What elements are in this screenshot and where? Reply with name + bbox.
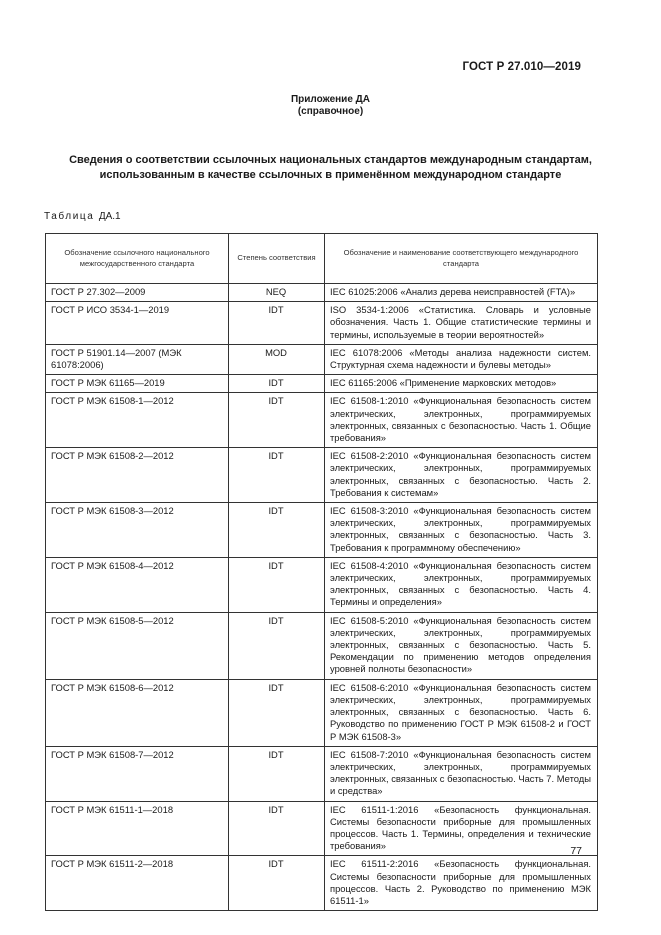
appendix-heading (0, 94, 661, 118)
national-standard-cell: ГОСТ Р МЭК 61165—2019 (46, 375, 229, 393)
table-caption (44, 211, 121, 222)
table-row (46, 612, 598, 679)
table-row (46, 557, 598, 612)
national-standard-cell: ГОСТ Р ИСО 3534-1—2019 (46, 302, 229, 345)
international-standard-cell: ISO 3534-1:2006 «Статистика. Словарь и условные обозначения. Часть 1. Общие статистические термины и термины, используемые в теории вероятностей» (325, 302, 598, 345)
degree-cell: IDT (229, 448, 325, 503)
degree-cell: IDT (229, 746, 325, 801)
appendix-title: Приложение ДА (290, 94, 371, 105)
table-row (46, 302, 598, 345)
header-degree-of-correspondence: Степень соответствия (229, 234, 325, 284)
international-standard-cell: IEC 61508-1:2010 «Функциональная безопасность систем электрических, электронных, программируемых электронных, связанных с безопасностью. Часть 1. Общие требования» (325, 393, 598, 448)
degree-cell: IDT (229, 393, 325, 448)
international-standard-cell: IEC 61511-2:2016 «Безопасность функциональная. Системы безопасности приборные для промышленных процессов. Часть 2. Руководство по применению МЭК 61511-1» (325, 856, 598, 911)
national-standard-cell: ГОСТ Р МЭК 61508-6—2012 (46, 679, 229, 746)
table-row (46, 679, 598, 746)
section-title-line-1: Сведения о соответствии ссылочных национальных стандартов международным стандартам, (69, 154, 592, 166)
degree-cell: IDT (229, 801, 325, 856)
degree-cell: IDT (229, 503, 325, 558)
header-national-standard: Обозначение ссылочного национального межгосударственного стандарта (46, 234, 229, 284)
table-row (46, 375, 598, 393)
table-caption-number: ДА.1 (98, 211, 121, 222)
table-row (46, 503, 598, 558)
national-standard-cell: ГОСТ Р МЭК 61508-7—2012 (46, 746, 229, 801)
national-standard-cell: ГОСТ Р МЭК 61508-2—2012 (46, 448, 229, 503)
international-standard-cell: IEC 61508-4:2010 «Функциональная безопасность систем электрических, электронных, программируемых электронных, связанных с безопасностью. Часть 4. Термины и определения» (325, 557, 598, 612)
table-row (46, 393, 598, 448)
table-row (46, 746, 598, 801)
degree-cell: IDT (229, 856, 325, 911)
appendix-subtitle: (справочное) (297, 106, 364, 117)
header-international-standard: Обозначение и наименование соответствующего международного стандарта (325, 234, 598, 284)
national-standard-cell: ГОСТ Р МЭК 61508-3—2012 (46, 503, 229, 558)
page-number: 77 (570, 845, 582, 857)
international-standard-cell: IEC 61508-3:2010 «Функциональная безопасность систем электрических, электронных, программируемых электронных, связанных с безопасностью. Часть 3. Требования к программному обеспечению» (325, 503, 598, 558)
international-standard-cell: IEC 61025:2006 «Анализ дерева неисправностей (FTA)» (325, 284, 598, 302)
national-standard-cell: ГОСТ Р 51901.14—2007 (МЭК 61078:2006) (46, 344, 229, 374)
degree-cell: NEQ (229, 284, 325, 302)
international-standard-cell: IEC 61508-6:2010 «Функциональная безопасность систем электрических, электронных, программируемых электронных, связанных с безопасностью. Часть 6. Руководство по применению ГОСТ Р МЭК 61508-2 и ГОСТ Р МЭК 61508-3» (325, 679, 598, 746)
table-caption-label: Таблица (44, 211, 95, 222)
degree-cell: IDT (229, 375, 325, 393)
degree-cell: IDT (229, 302, 325, 345)
degree-cell: IDT (229, 679, 325, 746)
table-body (46, 284, 598, 911)
table-row (46, 801, 598, 856)
international-standard-cell: IEC 61508-2:2010 «Функциональная безопасность систем электрических, электронных, программируемых электронных, связанных с безопасностью. Часть 2. Требования к системам» (325, 448, 598, 503)
international-standard-cell: IEC 61165:2006 «Применение марковских методов» (325, 375, 598, 393)
international-standard-cell: IEC 61508-5:2010 «Функциональная безопасность систем электрических, электронных, программируемых электронных, связанных с безопасностью. Часть 5. Рекомендации по применению методов определения уровней полноты безопасности» (325, 612, 598, 679)
section-title (30, 153, 631, 183)
correspondence-table (45, 233, 598, 911)
national-standard-cell: ГОСТ Р 27.302—2009 (46, 284, 229, 302)
international-standard-cell: IEC 61511-1:2016 «Безопасность функциональная. Системы безопасности приборные для промышленных процессов. Часть 1. Термины, определения и технические требования» (325, 801, 598, 856)
national-standard-cell: ГОСТ Р МЭК 61511-2—2018 (46, 856, 229, 911)
document-standard-code: ГОСТ Р 27.010—2019 (462, 61, 581, 73)
international-standard-cell: IEC 61508-7:2010 «Функциональная безопасность систем электрических, электронных, программируемых электронных, связанных с безопасностью. Часть 7. Методы и средства» (325, 746, 598, 801)
table-row (46, 344, 598, 374)
table-row (46, 856, 598, 911)
table-row (46, 284, 598, 302)
table-row (46, 448, 598, 503)
national-standard-cell: ГОСТ Р МЭК 61508-4—2012 (46, 557, 229, 612)
national-standard-cell: ГОСТ Р МЭК 61508-5—2012 (46, 612, 229, 679)
degree-cell: IDT (229, 557, 325, 612)
degree-cell: MOD (229, 344, 325, 374)
national-standard-cell: ГОСТ Р МЭК 61511-1—2018 (46, 801, 229, 856)
degree-cell: IDT (229, 612, 325, 679)
section-title-line-2: использованным в качестве ссылочных в применённом международном стандарте (99, 169, 562, 181)
table-header-row (46, 234, 598, 284)
international-standard-cell: IEC 61078:2006 «Методы анализа надежности систем. Структурная схема надежности и булевы методы» (325, 344, 598, 374)
national-standard-cell: ГОСТ Р МЭК 61508-1—2012 (46, 393, 229, 448)
